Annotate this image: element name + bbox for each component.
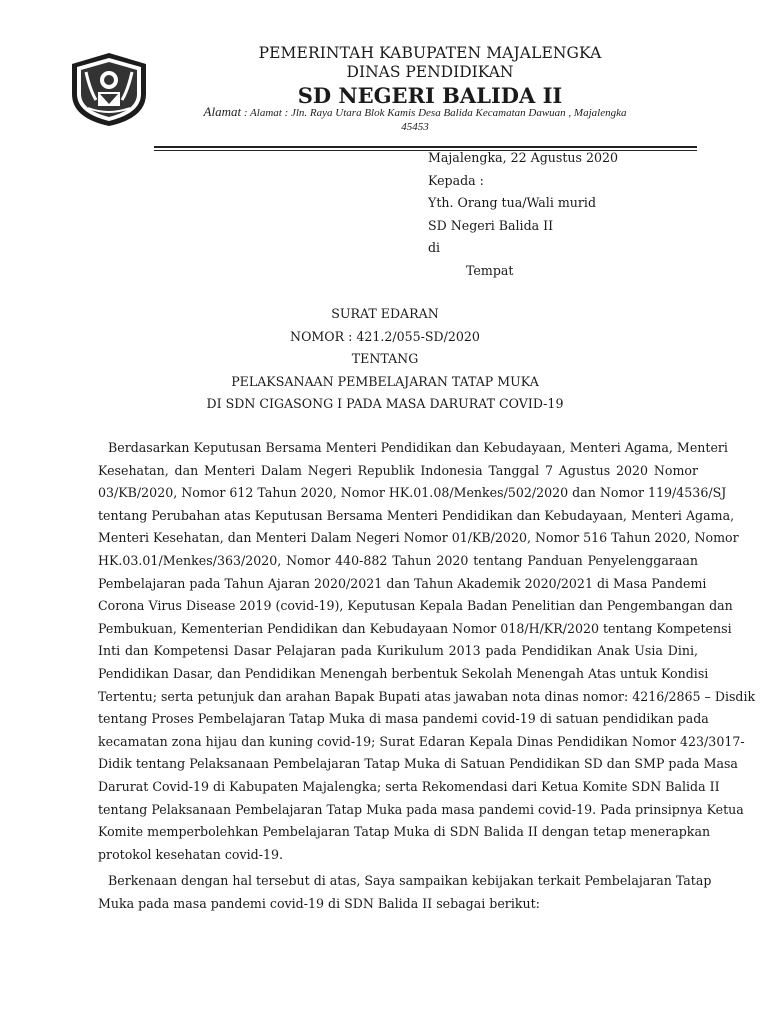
letterhead-government: PEMERINTAH KABUPATEN MAJALENGKA	[258, 44, 602, 62]
paragraph-line: Corona Virus Disease 2019 (covid-19), Keputusan Kepala Badan Penelitian dan Pengembangan dan	[98, 598, 733, 614]
place-date: Majalengka, 22 Agustus 2020	[428, 150, 619, 165]
letterhead-address	[150, 105, 680, 134]
address-text: : Alamat : Jln. Raya Utara Blok Kamis Desa Balida Kecamatan Dawuan , Majalengka	[243, 107, 627, 119]
address-postal-code: 45453	[401, 121, 429, 133]
paragraph-line: Pendidikan Dasar, dan Pendidikan Menengah berbentuk Sekolah Menengah Atas untuk Kondisi	[98, 665, 709, 681]
recipient-name: Yth. Orang tua/Wali murid	[428, 195, 597, 211]
paragraph-line: HK.03.01/Menkes/363/2020, Nomor 440-882 Tahun 2020 tentang Panduan Penyelenggaraan	[98, 552, 698, 568]
letterhead	[150, 44, 710, 109]
paragraph-line: Menteri Kesehatan, dan Menteri Dalam Negeri Nomor 01/KB/2020, Nomor 516 Tahun 2020, Nomor	[98, 530, 739, 546]
paragraph-line: Kesehatan, dan Menteri Dalam Negeri Republik Indonesia Tanggal 7 Agustus 2020 Nomor	[98, 462, 698, 478]
paragraph-line: tentang Proses Pembelajaran Tatap Muka di masa pandemi covid-19 di satuan pendidikan pada	[98, 711, 709, 727]
paragraph-1	[98, 437, 756, 866]
paragraph-line: Tertentu; serta petunjuk dan arahan Bapak Bupati atas jawaban nota dinas nomor: 4216/2865 – Disdik	[98, 688, 756, 704]
recipient-block	[428, 147, 618, 283]
paragraph-line: kecamatan zona hijau dan kuning covid-19; Surat Edaran Kepala Dinas Pendidikan Nomor 423/3017-	[98, 733, 745, 749]
title-subject-line2: DI SDN CIGASONG I PADA MASA DARURAT COVID-19	[206, 396, 564, 412]
letterhead-school-name: SD NEGERI BALIDA II	[297, 83, 563, 108]
circular-title	[98, 303, 672, 416]
paragraph-line: Didik tentang Pelaksanaan Pembelajaran Tatap Muka di Satuan Pendidikan SD dan SMP pada Masa	[98, 756, 738, 772]
paragraph-line: tentang Perubahan atas Keputusan Bersama Menteri Pendidikan dan Kebudayaan, Menteri Agama,	[98, 507, 735, 523]
address-label: Alamat	[203, 104, 242, 119]
paragraph-line: Komite memperbolehkan Pembelajaran Tatap Muka di SDN Balida II dengan tetap menerapkan	[98, 824, 711, 840]
paragraph-line: Muka pada masa pandemi covid-19 di SDN Balida II sebagai berikut:	[98, 895, 540, 911]
paragraph-line: Pembelajaran pada Tahun Ajaran 2020/2021 dan Tahun Akademik 2020/2021 di Masa Pandemi	[98, 575, 707, 591]
paragraph-line: 03/KB/2020, Nomor 612 Tahun 2020, Nomor HK.01.08/Menkes/502/2020 dan Nomor 119/4536/SJ	[98, 485, 727, 501]
paragraph-line: protokol kesehatan covid-19.	[98, 846, 283, 862]
paragraph-line: Inti dan Kompetensi Dasar Pelajaran pada Kurikulum 2013 pada Pendidikan Anak Usia Dini,	[98, 643, 698, 659]
title-tentang: TENTANG	[351, 351, 419, 367]
kepada-label: Kepada :	[428, 172, 484, 188]
paragraph-line: Pembukuan, Kementerian Pendidikan dan Kebudayaan Nomor 018/H/KR/2020 tentang Kompetensi	[98, 620, 732, 636]
paragraph-2	[98, 870, 712, 915]
title-nomor: NOMOR : 421.2/055-SD/2020	[290, 328, 480, 344]
letter-body	[98, 437, 756, 915]
title-subject-line1: PELAKSANAAN PEMBELAJARAN TATAP MUKA	[231, 373, 539, 389]
di-label: di	[428, 240, 441, 256]
recipient-school: SD Negeri Balida II	[428, 217, 554, 233]
paragraph-line: Berdasarkan Keputusan Bersama Menteri Pendidikan dan Kebudayaan, Menteri Agama, Menteri	[108, 440, 728, 455]
paragraph-line: tentang Pelaksanaan Pembelajaran Tatap Muka pada masa pandemi covid-19. Pada prinsipnya Ketua	[98, 801, 744, 817]
tempat-label: Tempat	[466, 262, 514, 278]
paragraph-line: Darurat Covid-19 di Kabupaten Majalengka; serta Rekomendasi dari Ketua Komite SDN Balida II	[98, 778, 720, 794]
title-surat-edaran: SURAT EDARAN	[331, 306, 439, 321]
letterhead-department: DINAS PENDIDIKAN	[346, 63, 514, 81]
majalengka-regency-emblem	[66, 50, 152, 128]
paragraph-line: Berkenaan dengan hal tersebut di atas, Saya sampaikan kebijakan terkait Pembelajaran Tatap	[108, 873, 712, 889]
